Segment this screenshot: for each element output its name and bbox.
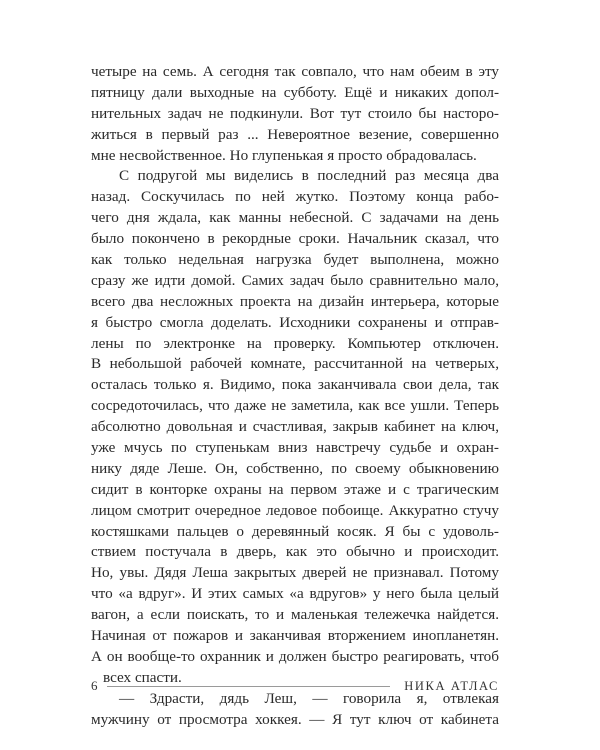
text-line: А он вообще-то охранник и должен быстро реагировать, чтоб xyxy=(91,647,499,665)
text-line: было покончено в рекордные сроки. Начальник сказал, что xyxy=(91,230,499,248)
text-line: нику дяде Леше. Он, собственно, по своему обыкновению xyxy=(91,459,499,477)
footer-divider xyxy=(107,686,390,687)
text-line: осталась только я. Видимо, пока заканчивала свои дела, так xyxy=(91,376,499,394)
text-line: что «а вдруг». И этих самых «а вдругов» у него была целый xyxy=(91,585,499,603)
running-head-author: НИКА АТЛАС xyxy=(404,678,499,693)
text-line: ствием постучала в дверь, как это обычно и происходит. xyxy=(91,543,499,561)
text-line: четыре на семь. А сегодня так совпало, что нам обеим в эту xyxy=(91,63,499,80)
text-line: сидит в конторке охраны на первом этаже и с трагическим xyxy=(91,480,499,498)
text-line: мужчину от просмотра хоккея. — Я тут ключ от кабинета xyxy=(91,710,499,728)
page-footer xyxy=(91,676,499,696)
text-line: лены по электронке на проверку. Компьютер отключен. xyxy=(91,334,499,352)
text-line: я быстро смогла доделать. Исходники сохранены и отправ- xyxy=(91,313,499,331)
text-line: — Здрасти, дядь Леш, — говорила я, отвлекая xyxy=(119,689,499,707)
text-line: уже мчусь по ступенькам вниз навстречу судьбе и охран- xyxy=(91,439,499,457)
text-line: всего два несложных проекта на дизайн интерьера, которые xyxy=(91,292,499,310)
text-line: В небольшой рабочей комнате, рассчитанной на четверых, xyxy=(91,355,499,373)
text-line: сразу же идти домой. Самих задач было сравнительно мало, xyxy=(91,271,499,289)
text-line: С подругой мы виделись в последний раз месяца два xyxy=(119,167,499,185)
text-line: нительных задач не подкинули. Вот тут стоило бы насторо- xyxy=(91,104,499,122)
text-line: чего дня ждала, как манны небесной. С задачами на день xyxy=(91,209,499,227)
text-line: назад. Соскучилась по ней жутко. Поэтому конца рабо- xyxy=(91,188,499,206)
text-line: Начиная от пожаров и заканчивая вторжением инопланетян. xyxy=(91,627,499,645)
text-line: пятницу дали выходные на субботу. Ещё и никаких допол- xyxy=(91,83,499,101)
text-line: лицом смотрит очередное ледовое побоище. Аккуратно стучу xyxy=(91,501,499,519)
text-line: вагон, а если поискать, то и маленькая тележечка найдется. xyxy=(91,606,499,624)
text-line: Но, увы. Дядя Леша закрытых дверей не признавал. Потому xyxy=(91,564,499,582)
text-line: житься в первый раз ... Невероятное везение, совершенно xyxy=(91,125,499,143)
text-line: сосредоточилась, что даже не заметила, как все ушли. Теперь xyxy=(91,397,499,415)
text-line: мне несвойственное. Но глупенькая я просто обрадовалась. xyxy=(91,146,477,164)
text-line: всех спасти. xyxy=(103,668,182,686)
text-line: абсолютно довольная и счастливая, закрыв кабинет на ключ, xyxy=(91,418,499,436)
page-number: 6 xyxy=(91,678,98,693)
text-line: как только недельная нагрузка будет выполнена, можно xyxy=(91,251,499,269)
body-text xyxy=(91,62,499,731)
text-line: костяшками пальцев о деревянный косяк. Я бы с удоволь- xyxy=(91,522,499,540)
